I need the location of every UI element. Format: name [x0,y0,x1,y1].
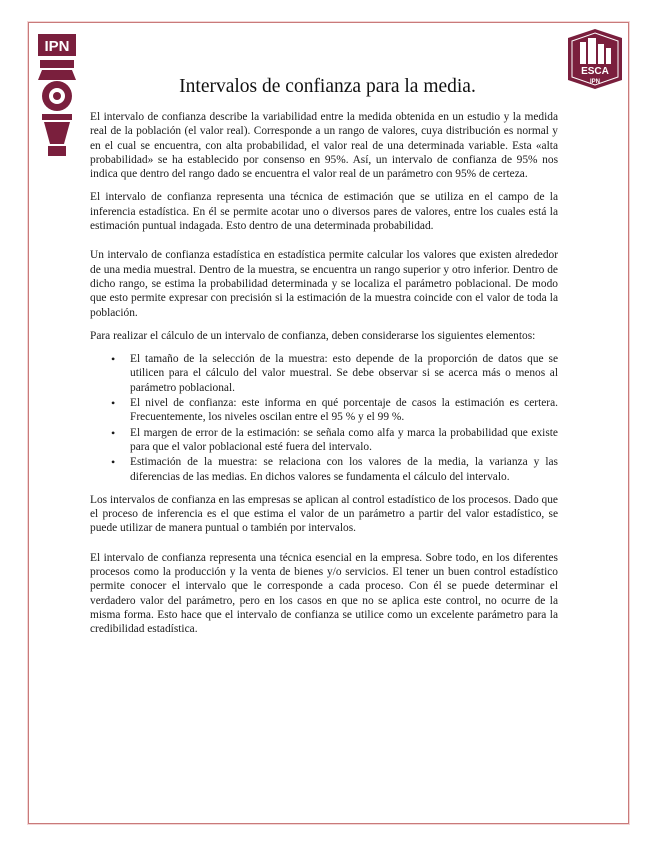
paragraph: El intervalo de confianza representa una técnica de estimación que se utiliza en el campo de la inferencia estadística. En él se permite acotar uno o diversos pares de valores, entre los cuales está la estimación puntual indagada. Esto dentro de una determinada probabilidad. [90,191,558,233]
esca-logo-text: ESCA [581,66,609,77]
list-item: • Estimación de la muestra: se relaciona con los valores de la media, la varianza y las diferencias de las medias. En dichos valores se fundamenta el cálculo del intervalo. [130,455,558,484]
esca-logo-subtext: IPN [589,79,601,85]
paragraph: Un intervalo de confianza estadística en estadística permite calcular los valores que existen alrededor de una media muestral. Dentro de la muestra, se encuentra un rango superior y otro inferior. Dentro de dicho rango, se estima la probabilidad determinada y se localiza el parámetro poblacional. De modo que esto permite expresar con precisión si la estimación de la muestra coincide con el valor de toda la población. [90,249,558,319]
list-item: • El tamaño de la selección de la muestra: esto depende de la proporción de datos que se utilicen para el cálculo del valor muestral. Se debe observar si se acerca más o menos al parámetro poblacional. [130,352,558,395]
list-item: • El margen de error de la estimación: se señala como alfa y marca la probabilidad que existe para que el valor poblacional esté fuera del intervalo. [130,426,558,455]
list-item: • El nivel de confianza: este informa en qué porcentaje de casos la estimación es certera. Frecuentemente, los niveles oscilan entre el 95 % y el 99 %. [130,396,558,425]
document-title: Intervalos de confianza para la media. [179,76,476,97]
paragraph: El intervalo de confianza describe la variabilidad entre la medida obtenida en un estudio y la medida real de la población (el valor real). Corresponde a un rango de valores, cuya distribución es normal y en el cual se encuentra, con alta probabilidad, el valor real de una determinada variable. Esta «alta probabilidad» se ha establecido por consenso en 95%. Así, un intervalo de confianza de 95% nos indica que dentro del rango dado se encuentra el valor real de un parámetro con 95% de certeza. [90,111,558,181]
paragraph: Para realizar el cálculo de un intervalo de confianza, deben considerarse los siguientes elementos: [90,329,536,342]
ipn-logo-text: IPN [44,38,70,55]
paragraph: Los intervalos de confianza en las empresas se aplican al control estadístico de los procesos. Dado que el proceso de inferencia es el que estima el valor de un parámetro a partir del valor estadístico, se puede utilizar de manera puntual o también por intervalos. [90,493,558,535]
ipn-logo-emblem [38,60,76,156]
elements-list [90,352,558,484]
paragraph: El intervalo de confianza representa una técnica esencial en la empresa. Sobre todo, en los diferentes procesos como la producción y la venta de bienes y/o servicios. El tener un buen control estadístico permite conocer el intervalo que le corresponde a cada proceso. Con él se puede determinar el verdadero valor del parámetro, pero en los casos en que no se aplica este control, no ocurre de la misma forma. Esto hace que el intervalo de confianza se utilice como un excelente parámetro para la credibilidad estadística. [90,551,558,636]
document-body [90,110,558,646]
